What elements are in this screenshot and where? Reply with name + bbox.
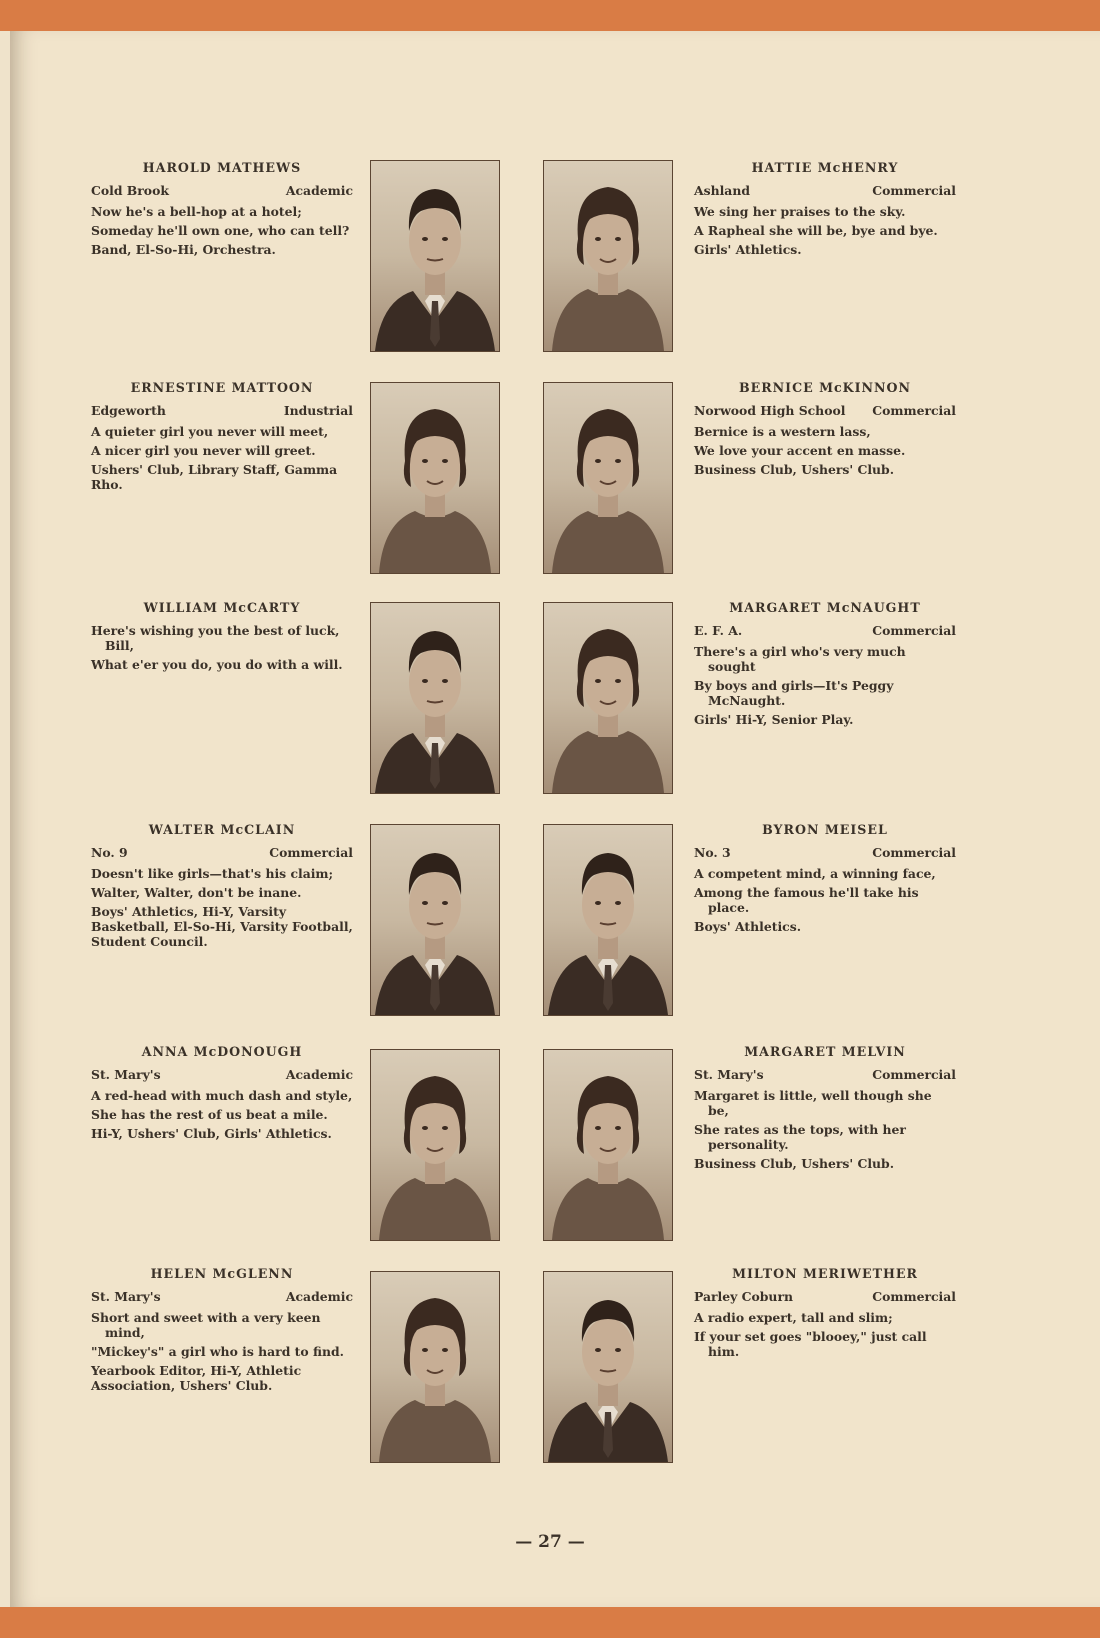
verse-line: Bernice is a western lass, (694, 424, 871, 439)
student-meta (91, 845, 353, 860)
verse-line: A competent mind, a winning face, (694, 866, 936, 881)
student-name: BERNICE McKINNON (738, 380, 912, 395)
page-number: — 27 — (515, 1532, 585, 1552)
student-meta (91, 183, 353, 198)
senior-entry (91, 1044, 353, 1141)
verse (91, 1310, 353, 1359)
previous-school: Norwood High School (694, 403, 846, 418)
student-name: ERNESTINE MATTOON (130, 380, 314, 395)
previous-school: Edgeworth (91, 403, 166, 418)
student-portrait (371, 383, 499, 573)
verse-line: A red-head with much dash and style, (91, 1088, 353, 1103)
student-portrait (371, 603, 499, 793)
verse (694, 1088, 956, 1152)
course: Commercial (872, 845, 956, 860)
student-meta (694, 403, 956, 418)
verse-line: Now he's a bell-hop at a hotel; (91, 204, 302, 219)
bottom-border (0, 1607, 1100, 1638)
previous-school: Cold Brook (91, 183, 169, 198)
top-border (0, 0, 1100, 31)
course: Commercial (872, 183, 956, 198)
student-meta (91, 1289, 353, 1304)
senior-entry (91, 822, 353, 949)
verse (694, 424, 956, 458)
senior-entry (694, 822, 956, 934)
verse-line: We love your accent en masse. (694, 443, 906, 458)
verse-line: She has the rest of us beat a mile. (91, 1107, 328, 1122)
previous-school: No. 9 (91, 845, 128, 860)
previous-school: St. Mary's (91, 1289, 161, 1304)
senior-entry (694, 160, 956, 257)
verse (694, 204, 956, 238)
student-name: WILLIAM McCARTY (143, 600, 301, 615)
student-name: BYRON MEISEL (762, 822, 888, 837)
student-meta (694, 623, 956, 638)
student-meta (694, 845, 956, 860)
student-name: MARGARET McNAUGHT (729, 600, 921, 615)
verse-line: We sing her praises to the sky. (694, 204, 906, 219)
previous-school: Ashland (694, 183, 751, 198)
verse (91, 204, 353, 238)
student-name: WALTER McCLAIN (148, 822, 296, 837)
student-name: MARGARET MELVIN (744, 1044, 906, 1059)
activities: Band, El-So-Hi, Orchestra. (91, 242, 276, 257)
course: Academic (285, 1067, 353, 1082)
activities: Hi-Y, Ushers' Club, Girls' Athletics. (91, 1126, 332, 1141)
course: Commercial (872, 403, 956, 418)
student-portrait (371, 161, 499, 351)
verse-line: A Rapheal she will be, bye and bye. (694, 223, 938, 238)
student-name: HELEN McGLENN (150, 1266, 294, 1281)
course: Commercial (872, 1289, 956, 1304)
student-photo (543, 602, 673, 794)
verse-line: Among the famous he'll take his place. (694, 885, 919, 915)
student-meta (694, 1067, 956, 1082)
student-portrait (544, 1272, 672, 1462)
verse-line: If your set goes "blooey," just call him. (694, 1329, 927, 1359)
previous-school: No. 3 (694, 845, 731, 860)
student-meta (91, 403, 353, 418)
student-meta (694, 1289, 956, 1304)
verse-line: Doesn't like girls—that's his claim; (91, 866, 334, 881)
student-photo (370, 602, 500, 794)
verse-line: "Mickey's" a girl who is hard to find. (91, 1344, 344, 1359)
student-photo (370, 1271, 500, 1463)
senior-entry (694, 380, 956, 477)
student-photo (370, 382, 500, 574)
senior-entry (91, 380, 353, 492)
student-name: HAROLD MATHEWS (142, 160, 302, 175)
senior-entry (694, 1044, 956, 1171)
verse (694, 644, 956, 708)
previous-school: Parley Coburn (694, 1289, 793, 1304)
verse-line: What e'er you do, you do with a will. (91, 657, 343, 672)
activities: Girls' Athletics. (694, 242, 802, 257)
student-name: ANNA McDONOUGH (141, 1044, 303, 1059)
activities: Business Club, Ushers' Club. (694, 462, 895, 477)
course: Academic (285, 1289, 353, 1304)
verse (694, 1310, 956, 1359)
student-portrait (371, 1050, 499, 1240)
student-meta (694, 183, 956, 198)
student-name: MILTON MERIWETHER (732, 1266, 918, 1281)
student-photo (543, 1049, 673, 1241)
previous-school: St. Mary's (91, 1067, 161, 1082)
student-photo (370, 160, 500, 352)
student-meta (91, 1067, 353, 1082)
verse (694, 866, 956, 915)
verse-line: By boys and girls—It's Peggy McNaught. (694, 678, 894, 708)
senior-entry (91, 160, 353, 257)
verse-line: Here's wishing you the best of luck, Bill, (91, 623, 340, 653)
course: Academic (285, 183, 353, 198)
previous-school: E. F. A. (694, 623, 743, 638)
verse-line: A nicer girl you never will greet. (91, 443, 316, 458)
activities: Yearbook Editor, Hi-Y, Athletic Association, Ushers' Club. (91, 1363, 302, 1393)
senior-entry (694, 600, 956, 727)
verse-line: A radio expert, tall and slim; (694, 1310, 893, 1325)
student-portrait (544, 603, 672, 793)
course: Commercial (872, 623, 956, 638)
student-photo (543, 824, 673, 1016)
student-portrait (544, 161, 672, 351)
verse-line: A quieter girl you never will meet, (91, 424, 329, 439)
senior-entry (694, 1266, 956, 1363)
student-portrait (371, 825, 499, 1015)
student-photo (370, 1049, 500, 1241)
previous-school: St. Mary's (694, 1067, 764, 1082)
verse (91, 1088, 353, 1122)
student-portrait (544, 1050, 672, 1240)
verse-line: Someday he'll own one, who can tell? (91, 223, 350, 238)
activities: Business Club, Ushers' Club. (694, 1156, 895, 1171)
verse-line: Walter, Walter, don't be inane. (91, 885, 302, 900)
activities: Ushers' Club, Library Staff, Gamma Rho. (91, 462, 338, 492)
student-photo (543, 160, 673, 352)
verse (91, 623, 353, 672)
student-photo (543, 382, 673, 574)
student-portrait (544, 383, 672, 573)
student-photo (370, 824, 500, 1016)
course: Commercial (872, 1067, 956, 1082)
course: Commercial (269, 845, 353, 860)
verse-line: Margaret is little, well though she be, (694, 1088, 932, 1118)
activities: Boys' Athletics. (694, 919, 802, 934)
verse-line: There's a girl who's very much sought (694, 644, 906, 674)
senior-entry (91, 600, 353, 676)
student-portrait (371, 1272, 499, 1462)
activities: Girls' Hi-Y, Senior Play. (694, 712, 854, 727)
verse (91, 866, 353, 900)
verse-line: Short and sweet with a very keen mind, (91, 1310, 321, 1340)
verse (91, 424, 353, 458)
student-name: HATTIE McHENRY (751, 160, 899, 175)
student-photo (543, 1271, 673, 1463)
verse-line: She rates as the tops, with her personality. (694, 1122, 906, 1152)
senior-entry (91, 1266, 353, 1393)
student-portrait (544, 825, 672, 1015)
course: Industrial (283, 403, 353, 418)
activities: Boys' Athletics, Hi-Y, Varsity Basketball, El-So-Hi, Varsity Football, Student Council. (91, 904, 353, 949)
